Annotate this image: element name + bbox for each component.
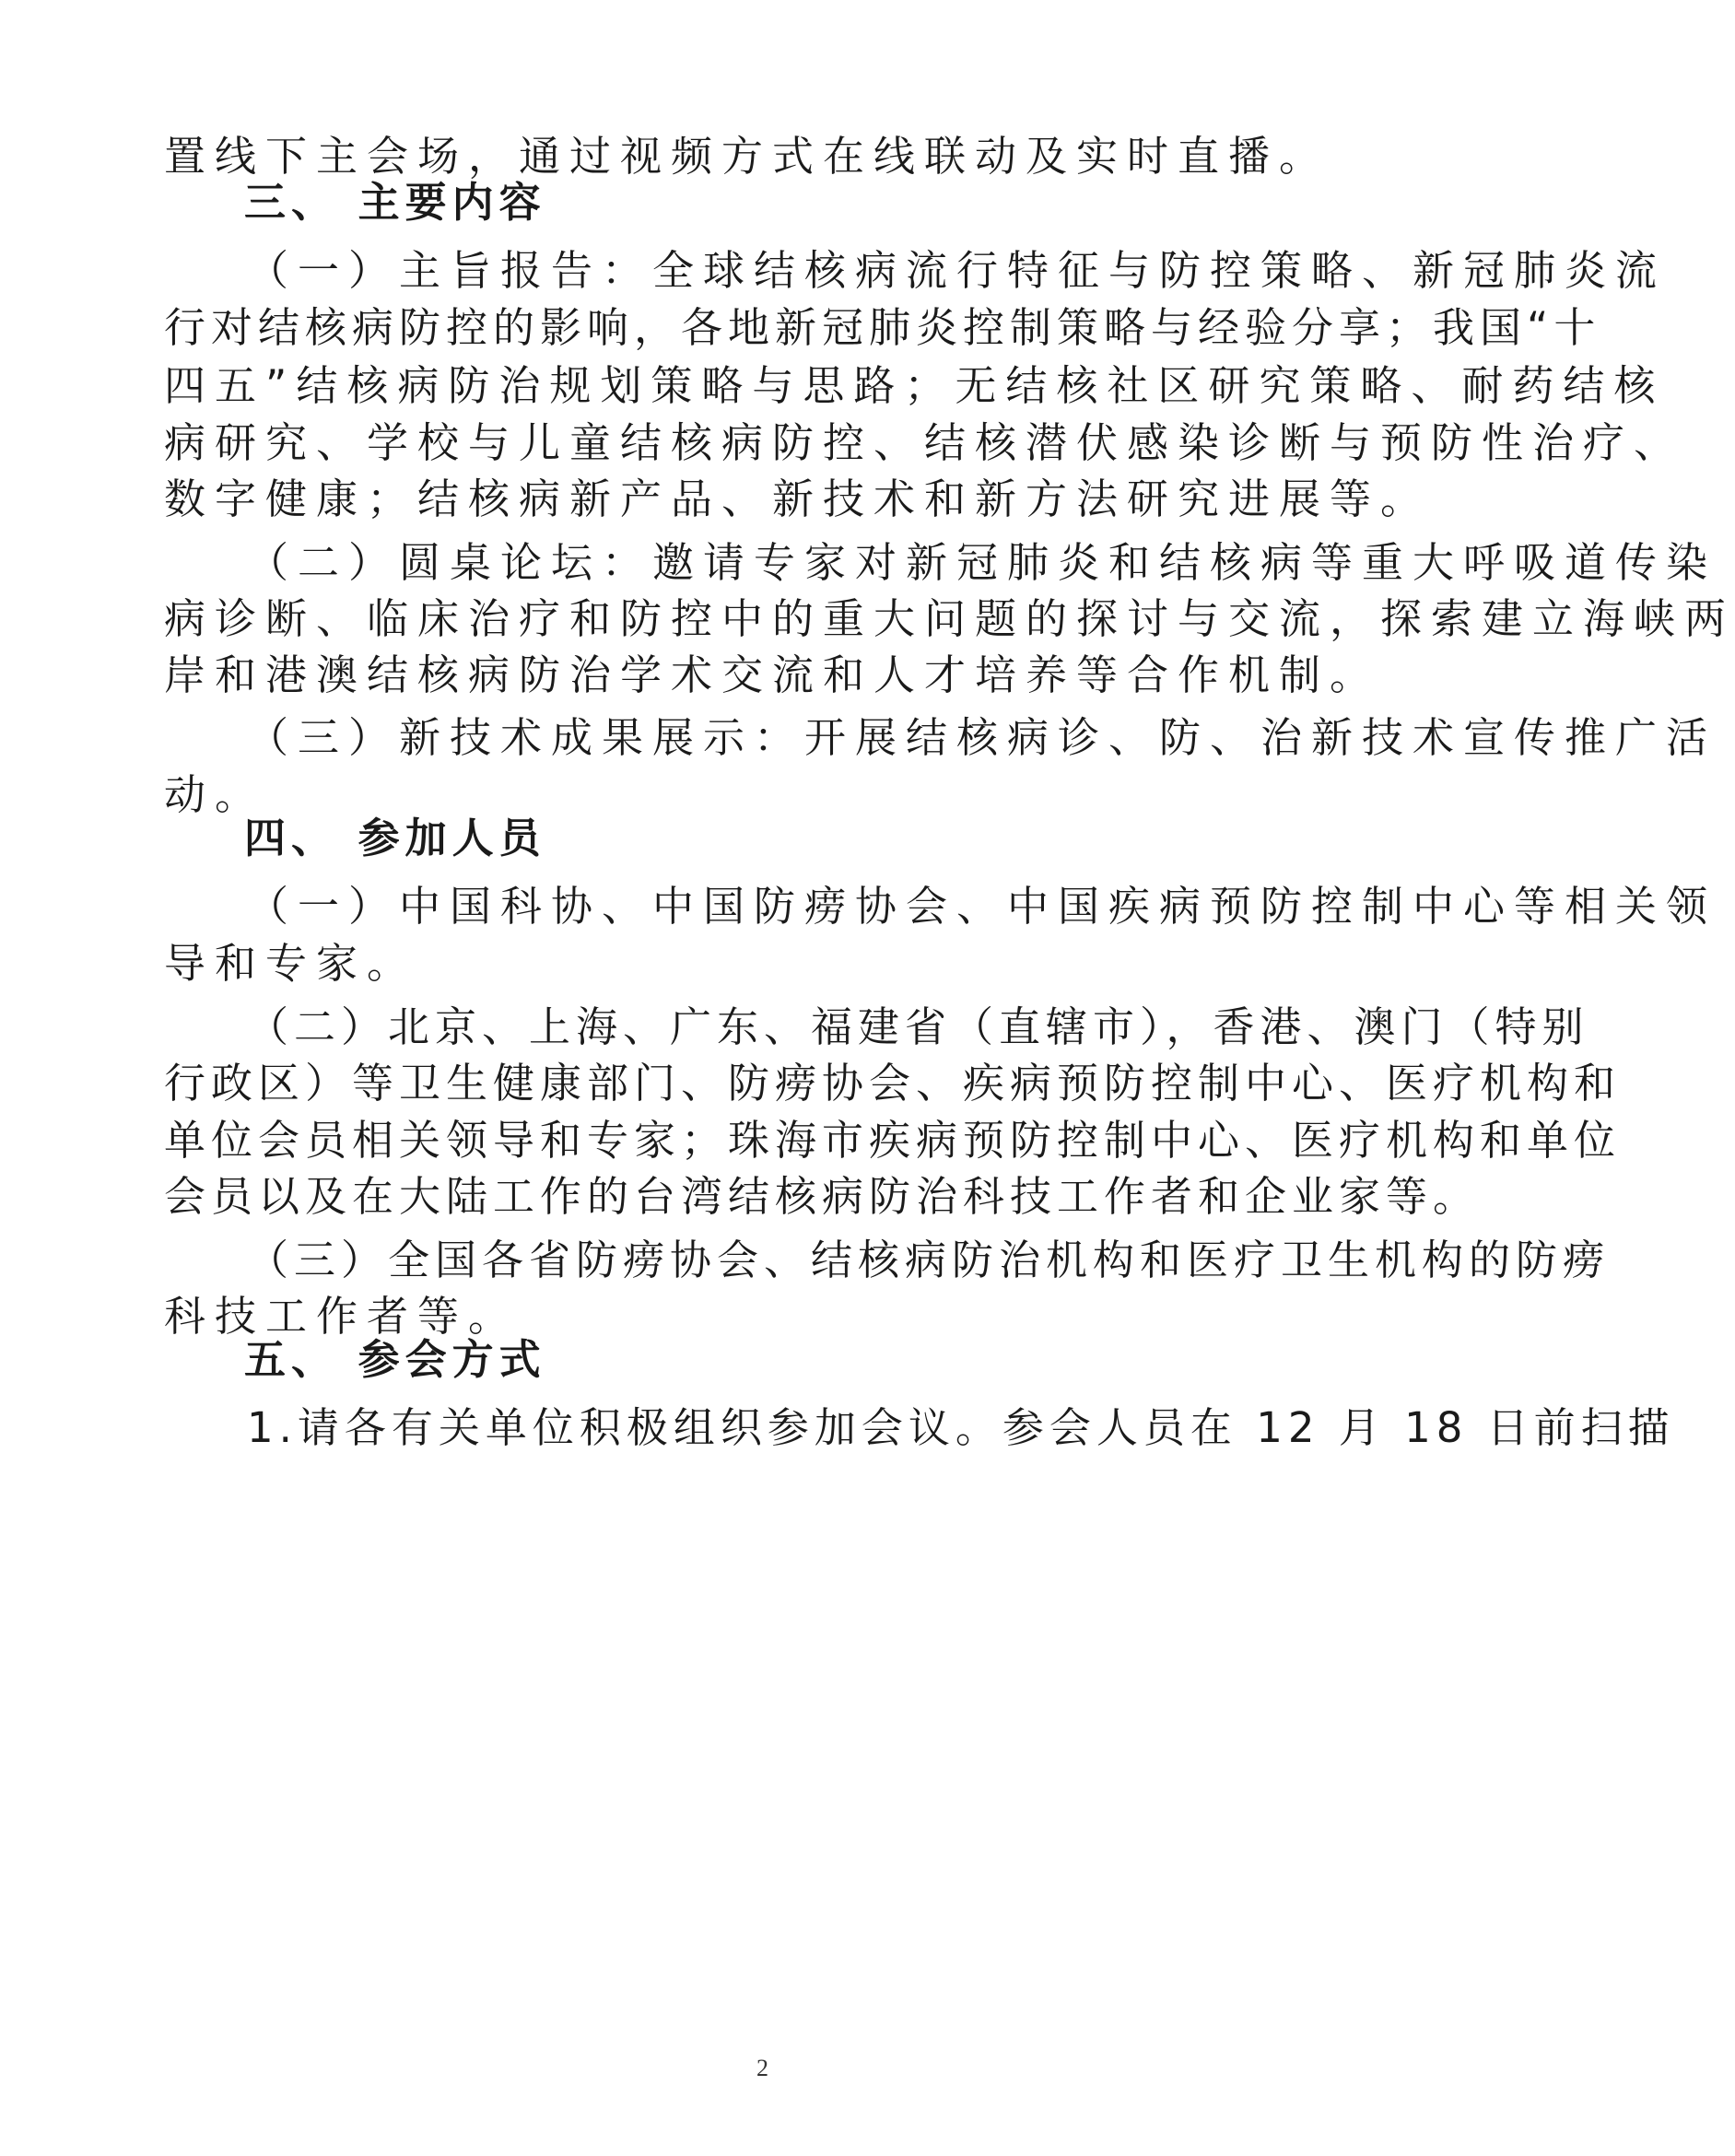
paragraph-line: 病研究、学校与儿童结核病防控、结核潜伏感染诊断与预防性治疗、	[164, 418, 1685, 467]
paragraph-line: 行对结核病防控的影响，各地新冠肺炎控制策略与经验分享；我国“十	[164, 303, 1601, 352]
section-heading: 三、 主要内容	[244, 178, 546, 227]
section-heading: 五、 参会方式	[244, 1335, 546, 1384]
paragraph-line: （一）主旨报告：全球结核病流行特征与防控策略、新冠肺炎流	[247, 246, 1667, 295]
section-heading: 四、 参加人员	[244, 814, 546, 862]
paragraph-line: 科技工作者等。	[164, 1292, 520, 1341]
paragraph-line: （三）新技术成果展示：开展结核病诊、防、治新技术宣传推广活	[247, 713, 1717, 762]
paragraph-line: （一）中国科协、中国防痨协会、中国疾病预防控制中心等相关领	[247, 882, 1717, 931]
paragraph-line: 数字健康；结核病新产品、新技术和新方法研究进展等。	[164, 475, 1432, 523]
paragraph-line: 病诊断、临床治疗和防控中的重大问题的探讨与交流，探索建立海峡两	[164, 594, 1735, 643]
paragraph-line: 行政区）等卫生健康部门、防痨协会、疾病预防控制中心、医疗机构和	[164, 1059, 1622, 1107]
paragraph-line: （三）全国各省防痨协会、结核病防治机构和医疗卫生机构的防痨	[247, 1236, 1611, 1284]
paragraph-line: （二）圆桌论坛：邀请专家对新冠肺炎和结核病等重大呼吸道传染	[247, 538, 1717, 587]
paragraph-line: 置线下主会场，通过视频方式在线联动及实时直播。	[164, 132, 1331, 181]
paragraph-line: 单位会员相关领导和专家；珠海市疾病预防控制中心、医疗机构和单位	[164, 1116, 1622, 1165]
paragraph-line: 岸和港澳结核病防治学术交流和人才培养等合作机制。	[164, 650, 1381, 699]
paragraph-line: 导和专家。	[164, 939, 418, 988]
paragraph-line: （二）北京、上海、广东、福建省（直辖市），香港、澳门（特别	[247, 1002, 1589, 1051]
page-number: 2	[756, 2055, 768, 2081]
paragraph-line: 动。	[164, 770, 266, 819]
paragraph-line: 1.请各有关单位积极组织参加会议。参会人员在 12 月 18 日前扫描	[247, 1403, 1675, 1452]
paragraph-line: 四五”结核病防治规划策略与思路；无结核社区研究策略、耐药结核	[164, 361, 1665, 410]
paragraph-line: 会员以及在大陆工作的台湾结核病防治科技工作者和企业家等。	[164, 1172, 1481, 1221]
